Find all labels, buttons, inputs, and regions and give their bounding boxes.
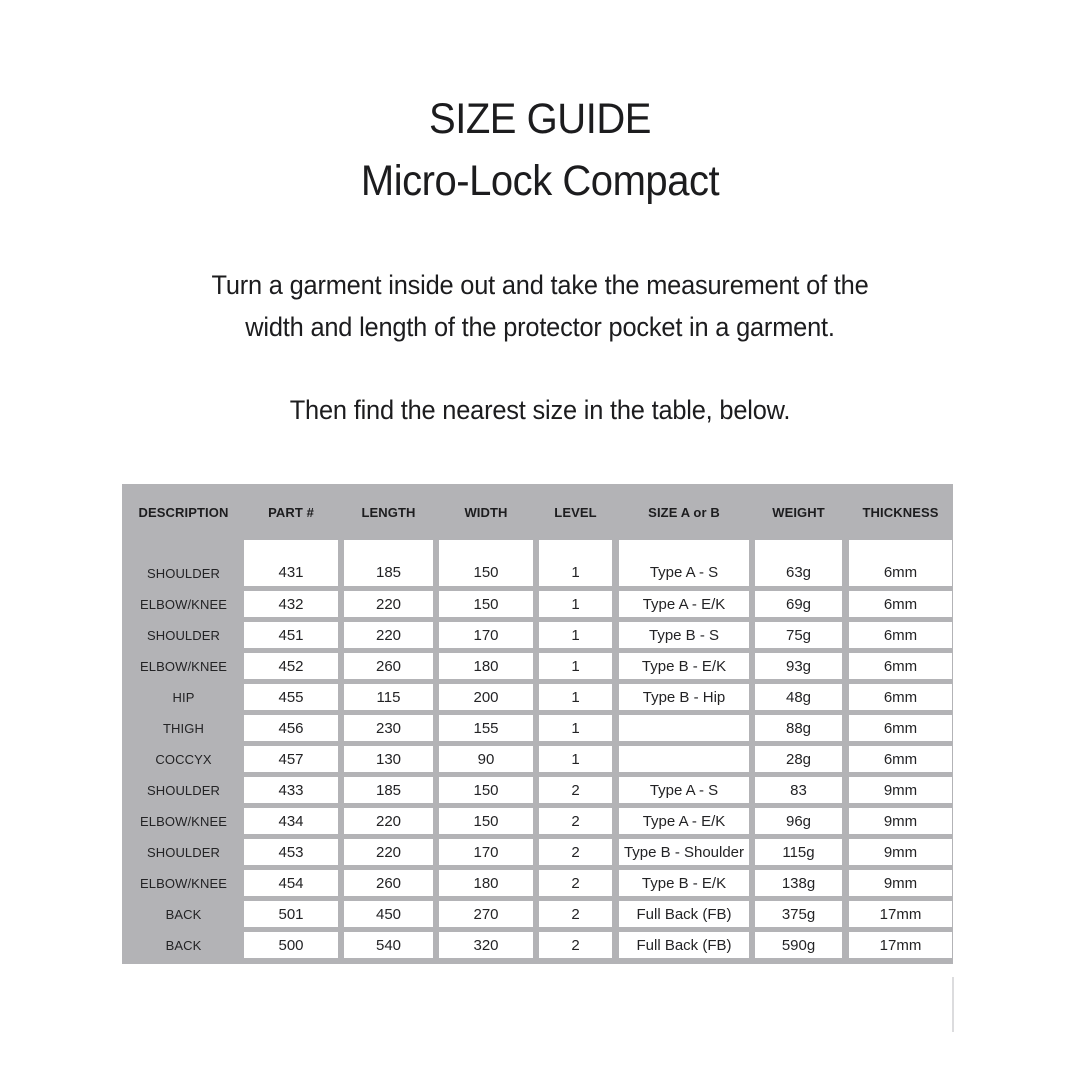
table-row <box>123 684 952 710</box>
cell-part-number: 457 <box>244 746 338 772</box>
cell-thickness: 6mm <box>849 746 952 772</box>
table-body <box>123 540 952 958</box>
cell-thickness: 6mm <box>849 653 952 679</box>
cell-level: 1 <box>539 653 612 679</box>
table-row <box>123 622 952 648</box>
cell-length: 185 <box>344 777 433 803</box>
cell-length: 260 <box>344 653 433 679</box>
cell-weight: 93g <box>755 653 842 679</box>
cell-part-number: 456 <box>244 715 338 741</box>
cell-width: 320 <box>439 932 533 958</box>
intro-find-size <box>32 389 1047 431</box>
cell-length: 230 <box>344 715 433 741</box>
cell-size-a-or-b: Full Back (FB) <box>619 901 749 927</box>
cell-size-a-or-b <box>619 715 749 741</box>
cell-weight: 69g <box>755 591 842 617</box>
cell-weight: 88g <box>755 715 842 741</box>
cell-size-a-or-b: Type B - S <box>619 622 749 648</box>
cell-size-a-or-b: Type A - E/K <box>619 808 749 834</box>
page-edge-divider <box>952 977 954 1032</box>
header-thickness: THICKNESS <box>862 504 939 520</box>
cell-description: ELBOW/KNEE <box>140 813 227 829</box>
table-row <box>123 777 952 803</box>
cell-thickness: 6mm <box>849 540 952 586</box>
cell-description: HIP <box>172 689 195 705</box>
cell-thickness: 9mm <box>849 808 952 834</box>
cell-part-number: 433 <box>244 777 338 803</box>
cell-size-a-or-b: Type B - Hip <box>619 684 749 710</box>
cell-description: SHOULDER <box>146 782 221 798</box>
cell-part-number: 431 <box>244 540 338 586</box>
cell-level: 2 <box>539 839 612 865</box>
cell-length: 115 <box>344 684 433 710</box>
cell-description: SHOULDER <box>146 844 221 860</box>
cell-part-number: 432 <box>244 591 338 617</box>
table-row <box>123 870 952 896</box>
cell-thickness: 9mm <box>849 839 952 865</box>
table-row <box>123 591 952 617</box>
table-row <box>123 808 952 834</box>
cell-length: 450 <box>344 901 433 927</box>
cell-thickness: 6mm <box>849 684 952 710</box>
cell-thickness: 6mm <box>849 715 952 741</box>
header-length: LENGTH <box>361 504 416 520</box>
cell-part-number: 434 <box>244 808 338 834</box>
cell-weight: 63g <box>755 540 842 586</box>
cell-size-a-or-b: Type B - E/K <box>619 870 749 896</box>
cell-weight: 115g <box>755 839 842 865</box>
table-row <box>123 901 952 927</box>
cell-part-number: 453 <box>244 839 338 865</box>
cell-thickness: 6mm <box>849 591 952 617</box>
table-row <box>123 746 952 772</box>
table-row <box>123 653 952 679</box>
cell-size-a-or-b: Type B - Shoulder <box>619 839 749 865</box>
cell-level: 1 <box>539 540 612 586</box>
cell-length: 185 <box>344 540 433 586</box>
cell-weight: 96g <box>755 808 842 834</box>
cell-width: 200 <box>439 684 533 710</box>
cell-thickness: 17mm <box>849 901 952 927</box>
cell-description: ELBOW/KNEE <box>140 658 227 674</box>
table-row <box>123 715 952 741</box>
cell-level: 1 <box>539 715 612 741</box>
cell-description: SHOULDER <box>146 627 221 643</box>
cell-size-a-or-b: Type A - S <box>619 540 749 586</box>
cell-level: 1 <box>539 684 612 710</box>
cell-part-number: 452 <box>244 653 338 679</box>
intro-line-1: Turn a garment inside out and take the measurement of the <box>211 270 869 300</box>
cell-part-number: 501 <box>244 901 338 927</box>
cell-size-a-or-b: Type A - E/K <box>619 591 749 617</box>
cell-width: 180 <box>439 870 533 896</box>
cell-weight: 590g <box>755 932 842 958</box>
cell-description: BACK <box>165 937 202 953</box>
cell-width: 155 <box>439 715 533 741</box>
cell-description: COCCYX <box>155 751 212 767</box>
title-line-size-guide: SIZE GUIDE <box>428 95 651 143</box>
cell-description: ELBOW/KNEE <box>140 875 227 891</box>
cell-description: SHOULDER <box>146 566 221 581</box>
table-row <box>123 839 952 865</box>
intro-line-3: Then find the nearest size in the table, below. <box>289 395 791 425</box>
title-line-product-name: Micro-Lock Compact <box>360 157 720 205</box>
cell-weight: 83 <box>755 777 842 803</box>
table-row <box>123 932 952 958</box>
header-description: DESCRIPTION <box>138 504 229 520</box>
page-title <box>38 88 1042 212</box>
cell-level: 2 <box>539 901 612 927</box>
cell-width: 180 <box>439 653 533 679</box>
header-level: LEVEL <box>554 504 597 520</box>
cell-width: 150 <box>439 540 533 586</box>
cell-width: 170 <box>439 839 533 865</box>
cell-length: 220 <box>344 622 433 648</box>
cell-length: 260 <box>344 870 433 896</box>
cell-part-number: 451 <box>244 622 338 648</box>
cell-size-a-or-b <box>619 746 749 772</box>
cell-length: 220 <box>344 839 433 865</box>
cell-weight: 28g <box>755 746 842 772</box>
cell-width: 150 <box>439 808 533 834</box>
cell-part-number: 454 <box>244 870 338 896</box>
cell-level: 2 <box>539 932 612 958</box>
cell-thickness: 9mm <box>849 870 952 896</box>
cell-level: 2 <box>539 870 612 896</box>
cell-length: 220 <box>344 591 433 617</box>
header-width: WIDTH <box>464 504 508 520</box>
cell-thickness: 6mm <box>849 622 952 648</box>
intro-measure-instructions <box>32 264 1047 348</box>
cell-width: 150 <box>439 777 533 803</box>
cell-width: 170 <box>439 622 533 648</box>
cell-weight: 138g <box>755 870 842 896</box>
cell-level: 2 <box>539 808 612 834</box>
header-part-number: PART # <box>268 504 314 520</box>
size-guide-table <box>122 484 953 964</box>
cell-length: 130 <box>344 746 433 772</box>
header-size-a-or-b: SIZE A or B <box>648 504 720 520</box>
header-weight: WEIGHT <box>772 504 825 520</box>
cell-description: THIGH <box>163 720 204 736</box>
cell-length: 540 <box>344 932 433 958</box>
table-header-row <box>123 484 952 540</box>
cell-level: 2 <box>539 777 612 803</box>
cell-description: BACK <box>165 906 202 922</box>
cell-level: 1 <box>539 591 612 617</box>
cell-size-a-or-b: Full Back (FB) <box>619 932 749 958</box>
cell-description: ELBOW/KNEE <box>140 596 227 612</box>
cell-thickness: 17mm <box>849 932 952 958</box>
cell-size-a-or-b: Type A - S <box>619 777 749 803</box>
cell-level: 1 <box>539 746 612 772</box>
cell-level: 1 <box>539 622 612 648</box>
cell-weight: 75g <box>755 622 842 648</box>
cell-width: 150 <box>439 591 533 617</box>
cell-part-number: 500 <box>244 932 338 958</box>
table-row <box>123 540 952 586</box>
cell-width: 90 <box>439 746 533 772</box>
cell-weight: 48g <box>755 684 842 710</box>
cell-part-number: 455 <box>244 684 338 710</box>
cell-width: 270 <box>439 901 533 927</box>
intro-line-2: width and length of the protector pocket in a garment. <box>245 312 835 342</box>
cell-weight: 375g <box>755 901 842 927</box>
cell-size-a-or-b: Type B - E/K <box>619 653 749 679</box>
cell-length: 220 <box>344 808 433 834</box>
cell-thickness: 9mm <box>849 777 952 803</box>
